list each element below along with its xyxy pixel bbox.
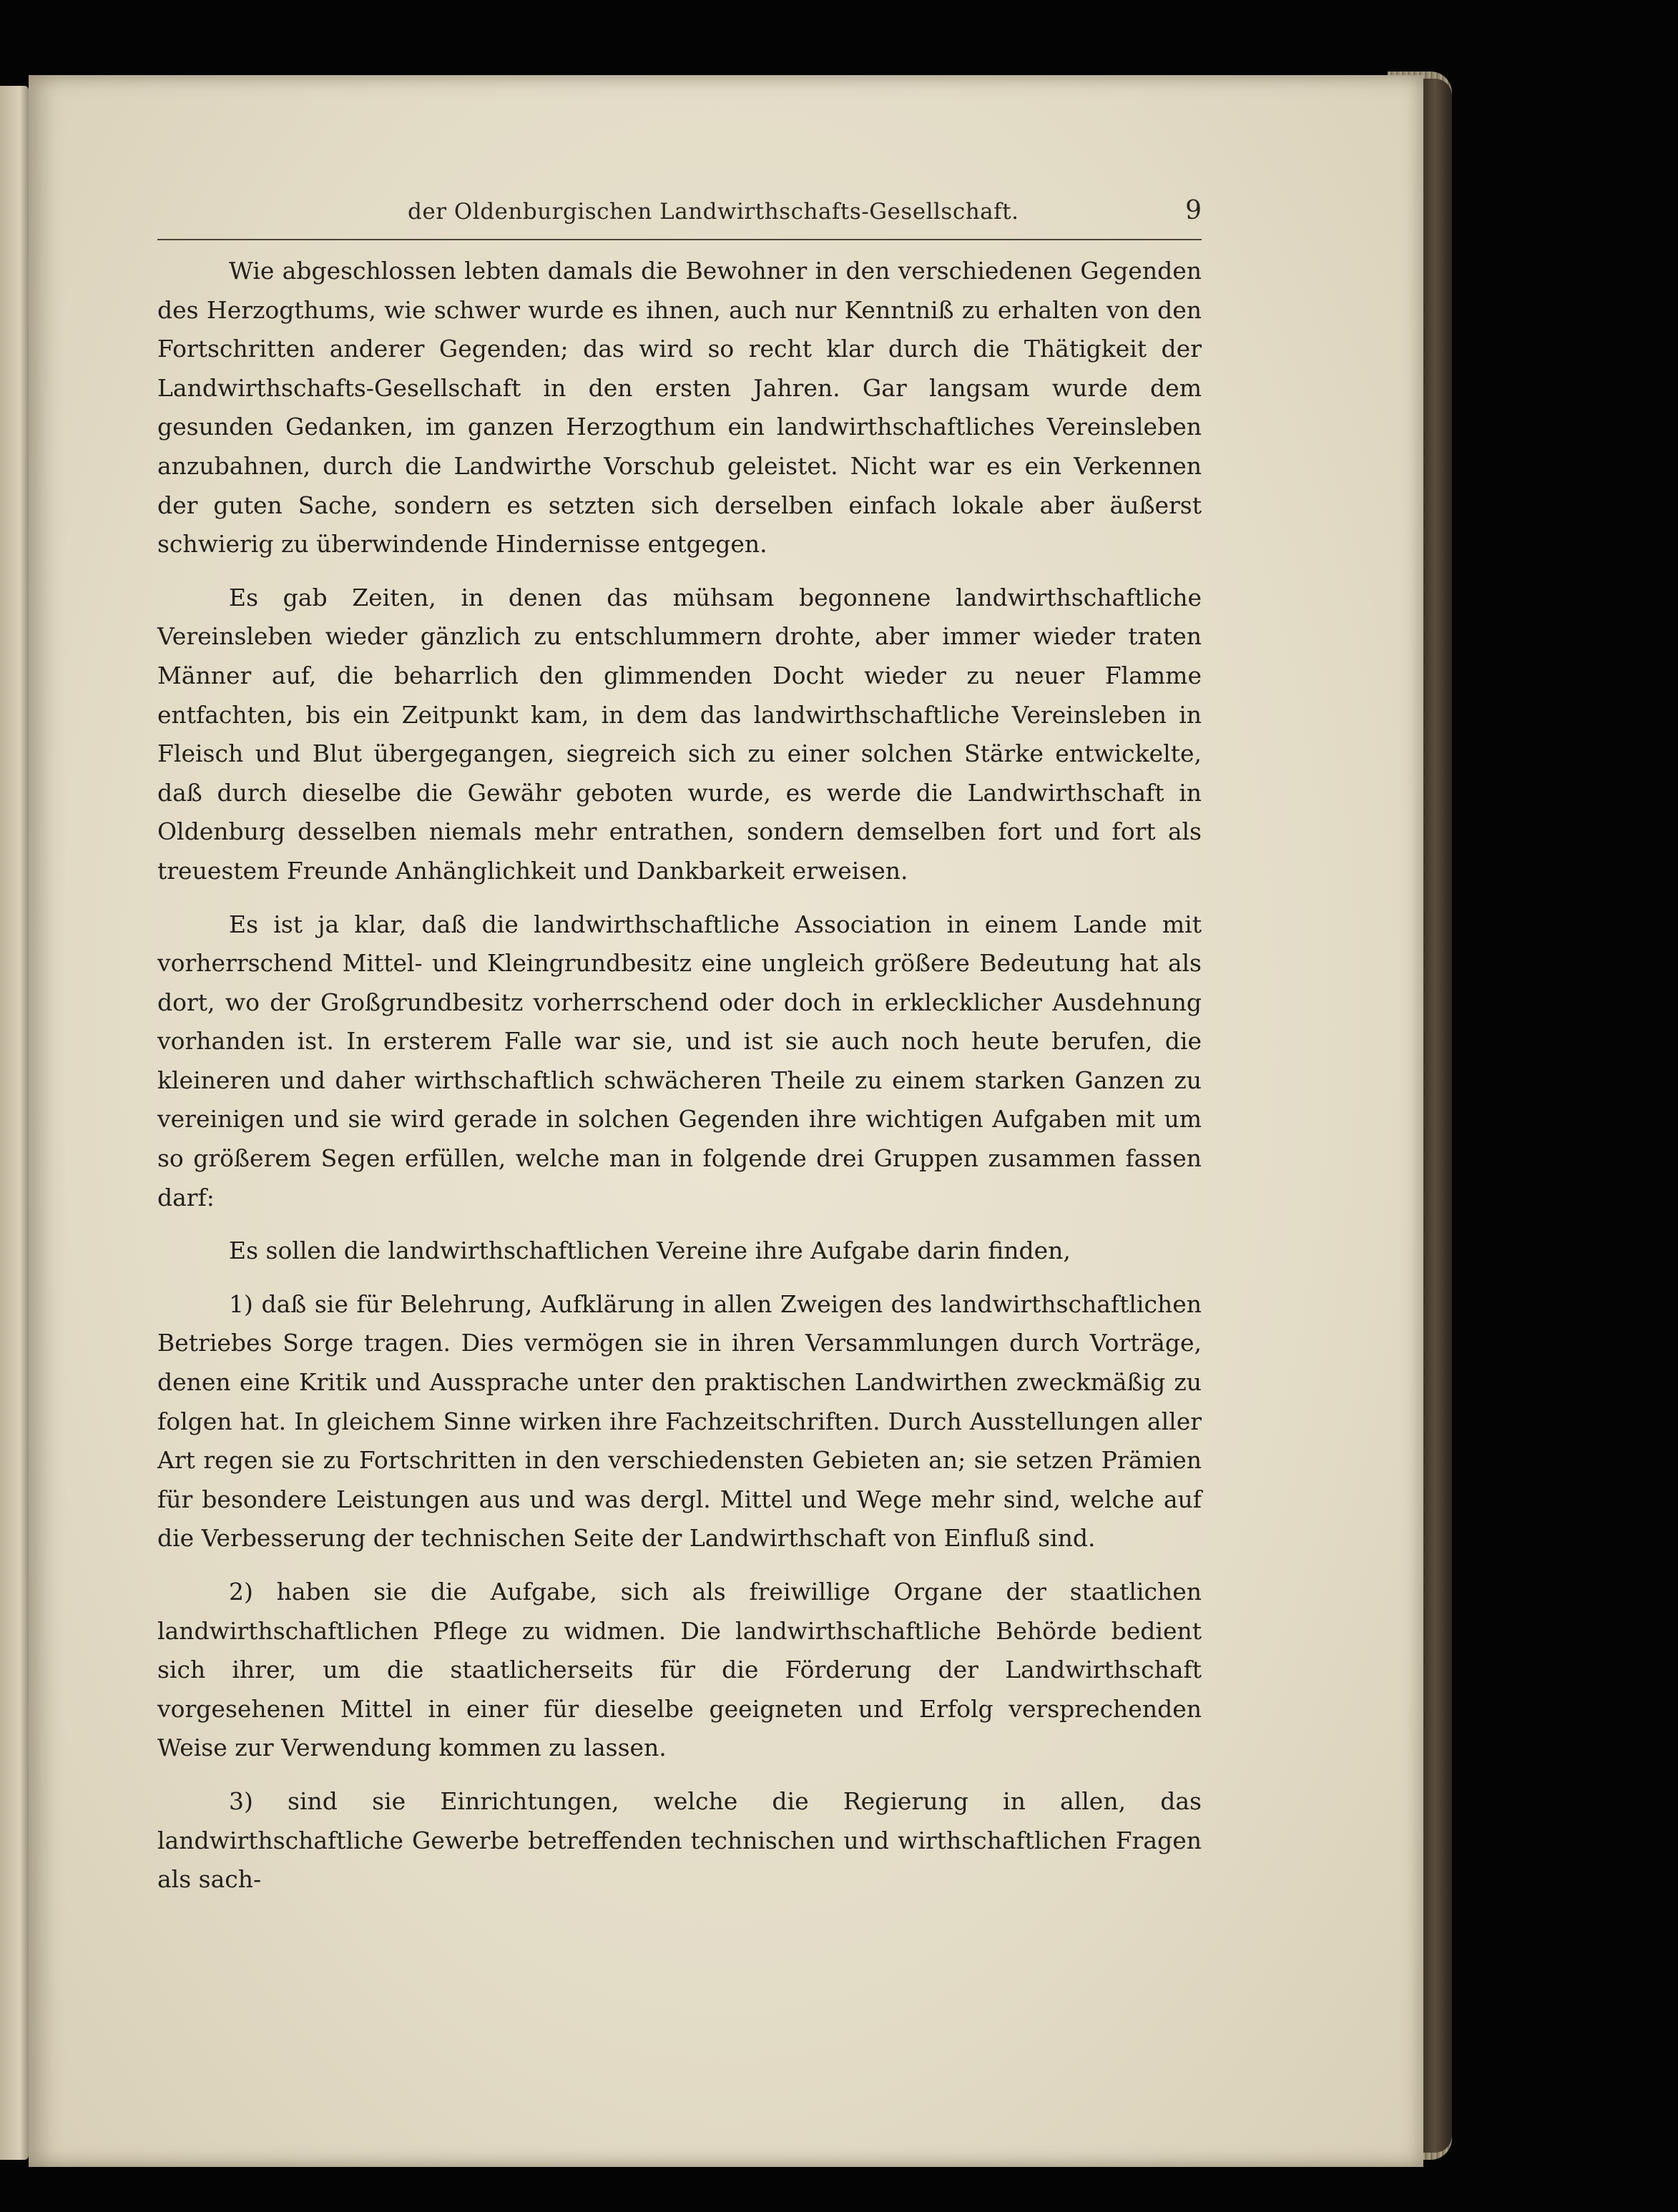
list-item-2: 2) haben sie die Aufgabe, sich als freiwillige Organe der staatlichen landwirthschaftlichen Pflege zu widmen. Die landwirthschaftliche Behörde bedient sich ihrer, um die staatlicherseits für die Förderung der Landwirthschaft vorgesehenen Mittel in einer für dieselbe geeigneten und Erfolg versprechenden Weise zur Verwendung kommen zu lassen. [157,1578,1202,1762]
paragraph: Es sollen die landwirthschaftlichen Vereine ihre Aufgabe darin finden, [229,1237,1071,1265]
running-header [157,193,1202,240]
book-cover-edge [1423,79,1452,2153]
paragraph: Es ist ja klar, daß die landwirthschaftliche Association in einem Lande mit vorherrschend Mittel- und Kleingrundbesitz eine ungleich größere Bedeutung hat als dort, wo der Großgrundbesitz vorherrschend oder doch in erklecklicher Ausdehnung vorhanden ist. In ersterem Falle war sie, und ist sie auch noch heute berufen, die kleineren und daher wirthschaftlich schwächeren Theile zu einem starken Ganzen zu vereinigen und sie wird gerade in solchen Gegenden ihre wichtigen Aufgaben mit um so größerem Segen erfüllen, welche man in folgende drei Gruppen zusammen fassen darf: [157,910,1202,1211]
facing-page-edge [0,86,29,2160]
list-item-3: 3) sind sie Einrichtungen, welche die Regierung in allen, das landwirthschaftliche Gewerbe betreffenden technischen und wirthschaftlichen Fragen als sach- [157,1786,1202,1894]
paragraph: Es gab Zeiten, in denen das mühsam begonnene landwirthschaftliche Vereinsleben wieder gänzlich zu entschlummern drohte, aber immer wieder traten Männer auf, die beharrlich den glimmenden Docht wieder zu neuer Flamme entfachten, bis ein Zeitpunkt kam, in dem das landwirthschaftliche Vereinsleben in Fleisch und Blut übergegangen, siegreich sich zu einer solchen Stärke entwickelte, daß durch dieselbe die Gewähr geboten wurde, es werde die Landwirthschaft in Oldenburg desselben niemals mehr entrathen, sondern demselben fort und fort als treuestem Freunde Anhänglichkeit und Dankbarkeit erweisen. [157,583,1202,885]
paragraph: Wie abgeschlossen lebten damals die Bewohner in den verschiedenen Gegenden des Herzogthums, wie schwer wurde es ihnen, auch nur Kenntniß zu erhalten von den Fortschritten anderer Gegenden; das wird so recht klar durch die Thätigkeit der Landwirthschafts-Gesellschaft in den ersten Jahren. Gar langsam wurde dem gesunden Gedanken, im ganzen Herzogthum ein landwirthschaftliches Vereinsleben anzubahnen, durch die Landwirthe Vorschub geleistet. Nicht war es ein Verkennen der guten Sache, sondern es setzten sich derselben einfach lokale aber äußerst schwierig zu überwindende Hindernisse entgegen. [157,257,1202,559]
page-number: 9 [1185,196,1202,225]
list-item-1: 1) daß sie für Belehrung, Aufklärung in allen Zweigen des landwirthschaftlichen Betriebes Sorge tragen. Dies vermögen sie in ihren Versammlungen durch Vorträge, denen eine Kritik und Aussprache unter den praktischen Landwirthen zweckmäßig zu folgen hat. In gleichem Sinne wirken ihre Fachzeitschriften. Durch Ausstellungen aller Art regen sie zu Fortschritten in den verschiedensten Gebieten an; sie setzen Prämien für besondere Leistungen aus und was dergl. Mittel und Wege mehr sind, welche auf die Verbesserung der technischen Seite der Landwirthschaft von Einfluß sind. [157,1289,1202,1553]
page-body [157,252,1202,1914]
running-title: der Oldenburgischen Landwirthschafts-Gesellschaft. [408,199,1019,225]
